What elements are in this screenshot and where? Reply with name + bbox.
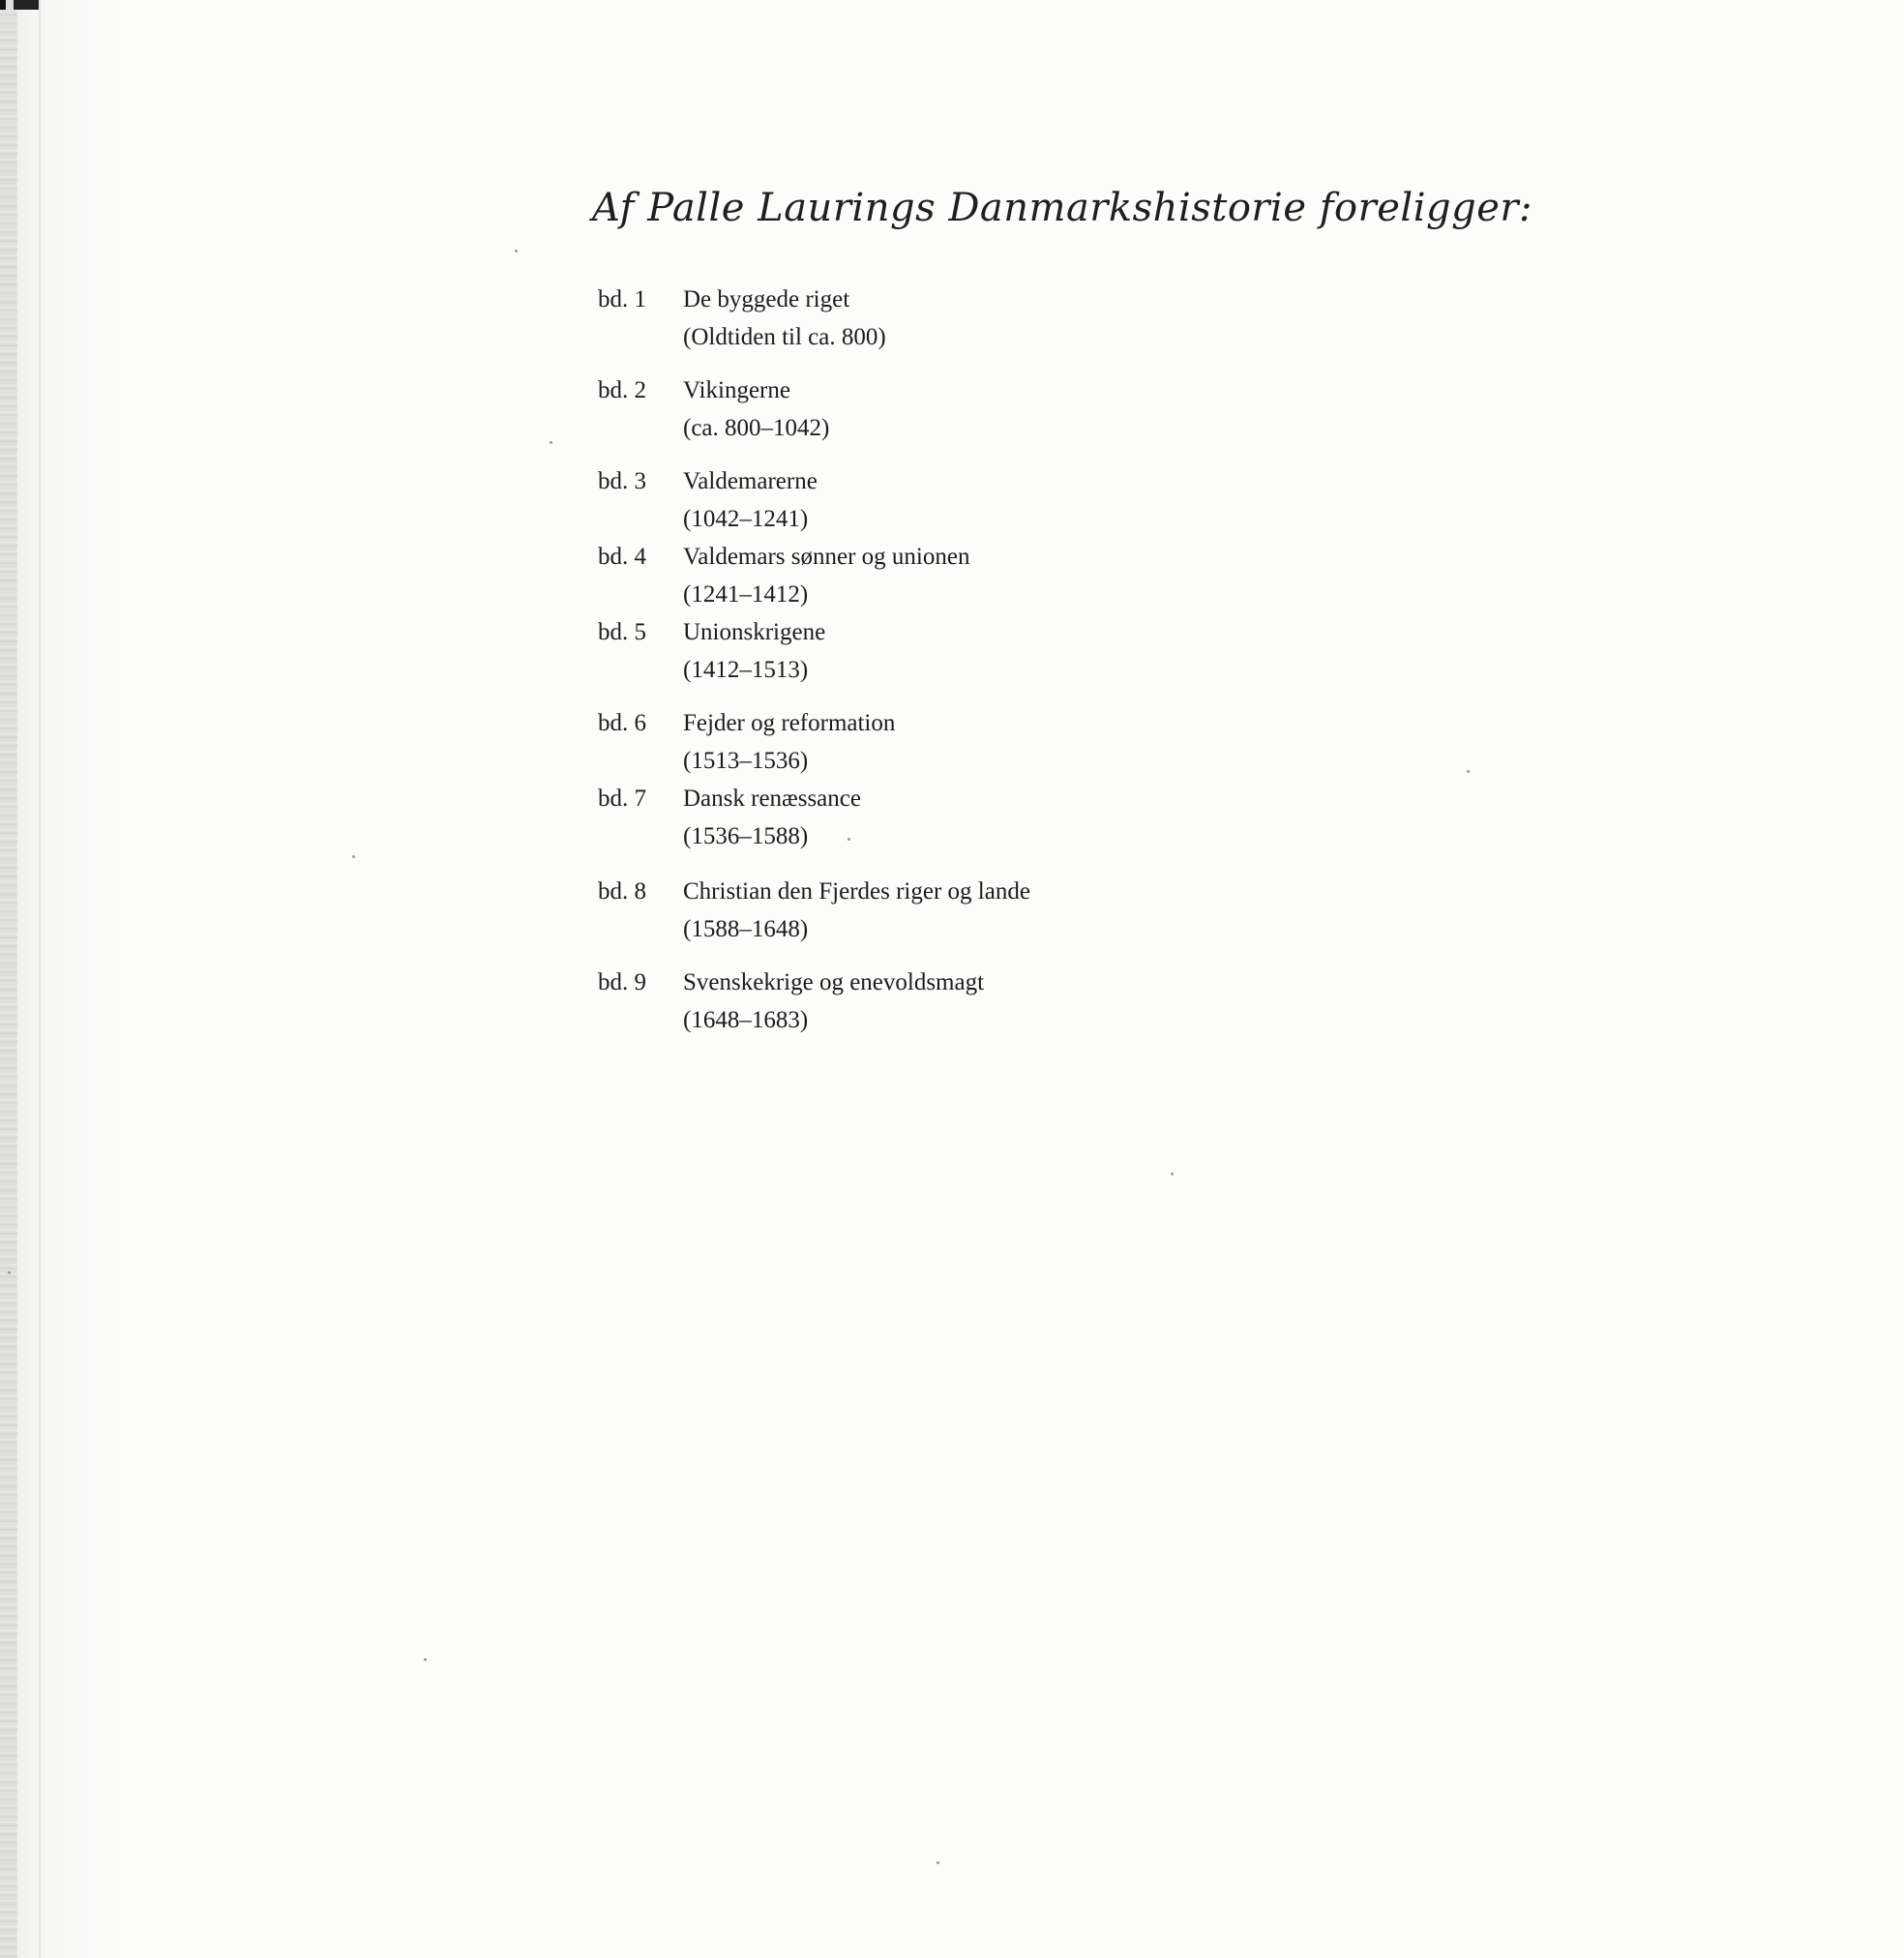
paper-speck (424, 1658, 427, 1661)
scan-corner-mark (0, 0, 45, 10)
volume-period: (1588–1648) (683, 916, 809, 942)
page-fold-line (39, 0, 41, 1958)
paper-speck (550, 441, 552, 444)
volume-period: (ca. 800–1042) (683, 415, 830, 441)
paper-speck (1467, 770, 1470, 773)
volume-title: Valdemars sønner og unionen (683, 544, 970, 570)
volume-title: Valdemarerne (683, 468, 818, 494)
volume-period: (1241–1412) (683, 581, 809, 608)
volume-title: Unionskrigene (683, 619, 826, 645)
volume-title: Christian den Fjerdes riger og lande (683, 878, 1030, 905)
paper-speck (515, 250, 518, 252)
volume-period: (1648–1683) (683, 1007, 809, 1033)
volume-number: bd. 1 (598, 286, 646, 312)
volume-number: bd. 2 (598, 377, 646, 403)
volume-title: Vikingerne (683, 377, 790, 403)
paper-speck (848, 838, 850, 841)
page-edge-shadow (0, 0, 17, 1958)
volume-title: Svenskekrige og enevoldsmagt (683, 969, 985, 995)
volume-number: bd. 3 (598, 468, 646, 494)
volume-period: (1513–1536) (683, 748, 809, 774)
paper-speck (352, 855, 355, 858)
volume-period: (1042–1241) (683, 506, 809, 532)
volume-number: bd. 8 (598, 878, 646, 905)
volume-number: bd. 4 (598, 544, 646, 570)
paper-speck (8, 1271, 11, 1274)
volume-title: De byggede riget (683, 286, 850, 312)
volume-number: bd. 7 (598, 786, 646, 812)
volume-title: Dansk renæssance (683, 786, 861, 812)
volume-title: Fejder og reformation (683, 710, 896, 736)
volume-number: bd. 6 (598, 710, 646, 736)
paper-speck (937, 1861, 939, 1864)
volume-period: (1536–1588) (683, 823, 809, 849)
volume-number: bd. 5 (598, 619, 646, 645)
volume-period: (Oldtiden til ca. 800) (683, 324, 886, 350)
volume-number: bd. 9 (598, 969, 646, 995)
page-heading: Af Palle Laurings Danmarkshistorie foreligger: (592, 186, 1532, 230)
paper-speck (1171, 1172, 1174, 1175)
volume-period: (1412–1513) (683, 657, 809, 683)
